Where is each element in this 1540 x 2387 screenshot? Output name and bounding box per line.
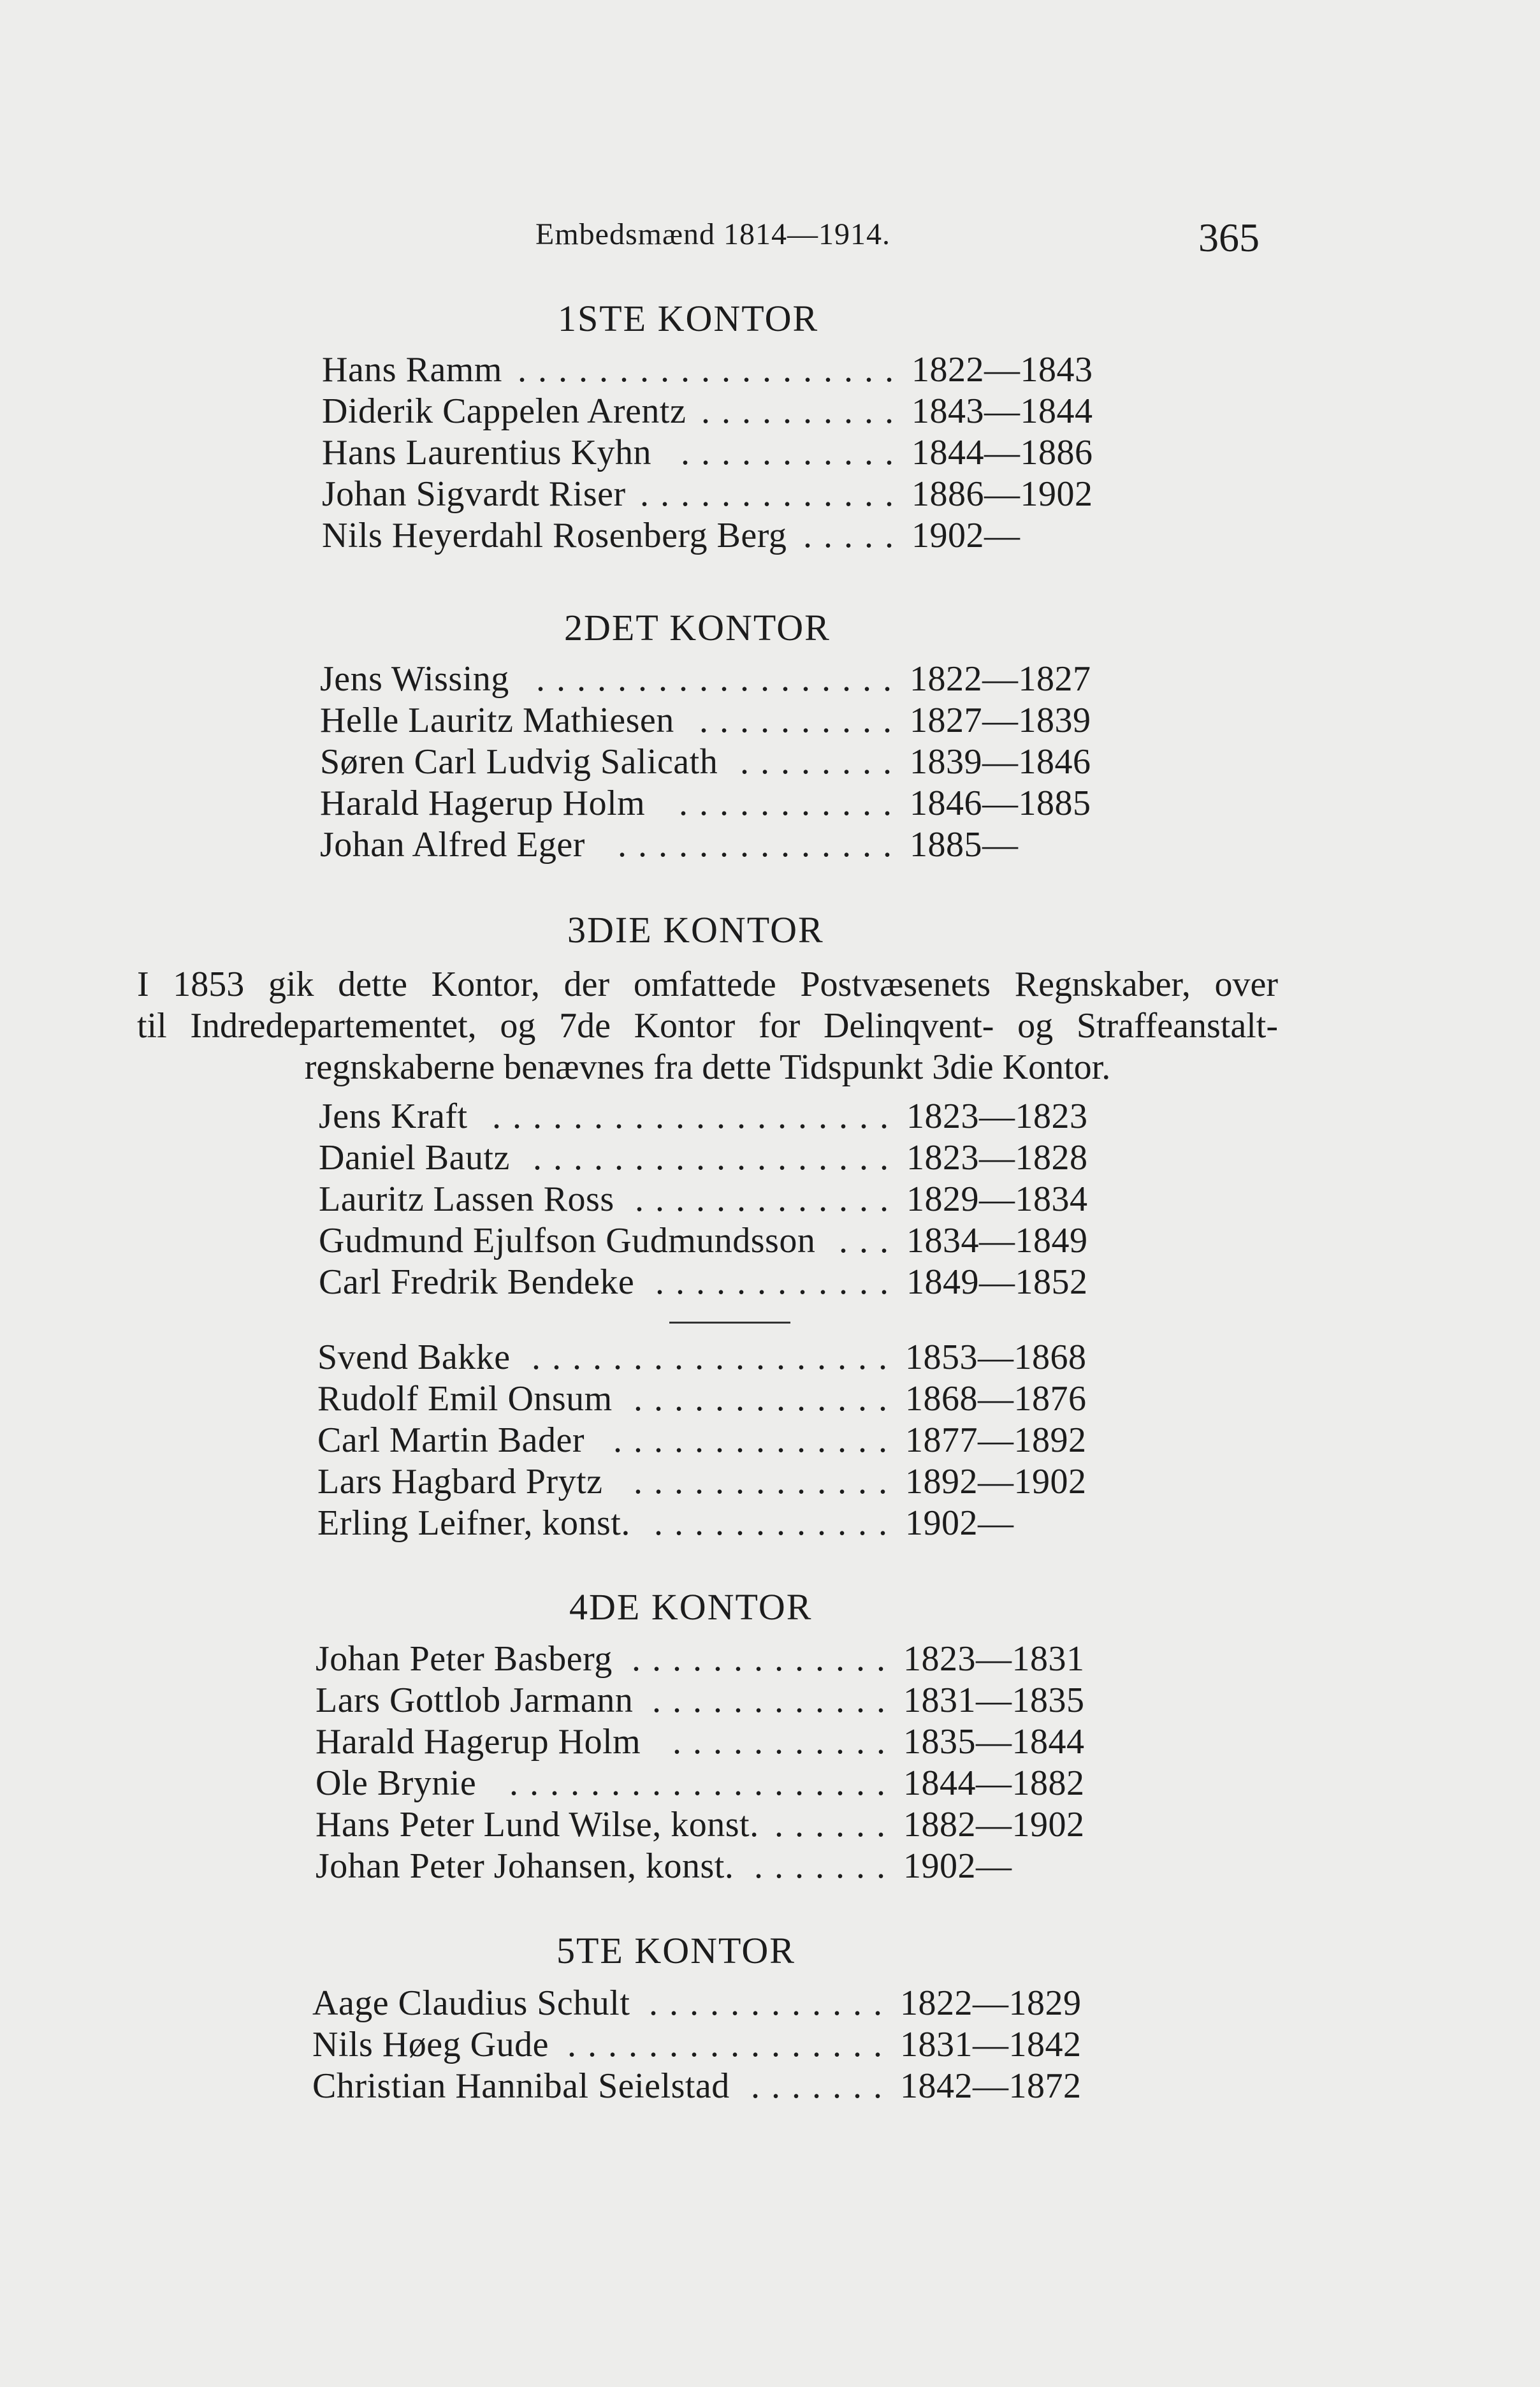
entry-years: 1839—1846 xyxy=(910,742,1091,782)
entry-name: Jens Kraft xyxy=(319,1097,468,1136)
entry-name: Erling Leifner, konst. xyxy=(317,1503,630,1543)
list-item xyxy=(319,1220,1096,1262)
section-5-entries xyxy=(312,1983,1090,2107)
entry-years: 1892—1902 xyxy=(905,1462,1087,1501)
entry-years: 1842—1872 xyxy=(900,2066,1082,2106)
list-item xyxy=(319,1137,1096,1179)
leader-dots: .......... xyxy=(701,391,905,431)
entry-years: 1822—1829 xyxy=(900,1983,1082,2023)
entry-name: Ole Brynie xyxy=(316,1763,477,1803)
entry-years: 1835—1844 xyxy=(903,1722,1085,1762)
note-line: I 1853 gik dette Kontor, der omfattede Postvæsenets Regnskaber, over xyxy=(137,965,1278,1004)
entry-name: Diderik Cappelen Arentz xyxy=(322,391,686,431)
entry-years: 1886—1902 xyxy=(912,474,1093,514)
entry-years: 1882—1902 xyxy=(903,1805,1085,1844)
entry-years: 1902— xyxy=(912,516,1021,555)
list-item xyxy=(322,391,1100,432)
entry-years: 1823—1828 xyxy=(906,1138,1088,1178)
list-item xyxy=(320,783,1098,824)
entry-years: 1831—1842 xyxy=(900,2025,1082,2064)
list-item xyxy=(316,1680,1093,1721)
list-item xyxy=(316,1763,1093,1804)
section-heading-text: 2DET KONTOR xyxy=(564,607,831,648)
entry-years: 1829—1834 xyxy=(906,1179,1088,1219)
list-item xyxy=(319,1096,1096,1137)
running-head: Embedsmænd 1814—1914. xyxy=(535,217,890,251)
list-item xyxy=(320,700,1098,741)
entry-name: Carl Fredrik Bendeke xyxy=(319,1262,635,1302)
leader-dots: ... xyxy=(839,1221,900,1260)
entry-years: 1877—1892 xyxy=(905,1420,1087,1460)
entry-name: Harald Hagerup Holm xyxy=(320,784,646,823)
entry-name: Søren Carl Ludvig Salicath xyxy=(320,742,718,782)
section-1-entries xyxy=(322,349,1100,557)
entry-name: Johan Alfred Eger xyxy=(320,825,585,865)
leader-dots: ............. xyxy=(634,1379,899,1419)
entry-name: Hans Laurentius Kyhn xyxy=(322,433,652,472)
entry-years: 1885— xyxy=(910,825,1019,865)
section-3-entries-from-1853 xyxy=(317,1337,1095,1544)
list-item xyxy=(320,824,1098,866)
entry-years: 1844—1886 xyxy=(912,433,1093,472)
leader-dots: ...... xyxy=(774,1805,897,1844)
entry-name: Lars Gottlob Jarmann xyxy=(316,1681,634,1720)
entry-name: Aage Claudius Schult xyxy=(312,1983,630,2023)
leader-dots: ........... xyxy=(672,1722,897,1762)
entry-years: 1831—1835 xyxy=(903,1681,1085,1720)
note-line: til Indredepartementet, og 7de Kontor for Delinqvent- og Straffeanstalt- xyxy=(137,1006,1278,1046)
section-heading-text: 5TE KONTOR xyxy=(556,1930,795,1971)
leader-dots: ................... xyxy=(509,1763,897,1803)
section-3-note xyxy=(137,964,1278,1088)
entry-years: 1868—1876 xyxy=(905,1379,1087,1419)
entry-name: Hans Peter Lund Wilse, konst. xyxy=(316,1805,759,1844)
leader-dots: ............ xyxy=(652,1681,897,1720)
leader-dots: ....... xyxy=(751,2066,894,2106)
list-item xyxy=(317,1378,1095,1420)
entry-name: Carl Martin Bader xyxy=(317,1420,585,1460)
entry-years: 1902— xyxy=(905,1503,1014,1543)
leader-dots: ........... xyxy=(681,433,905,472)
leader-dots: ........... xyxy=(679,784,903,823)
entry-name: Rudolf Emil Onsum xyxy=(317,1379,613,1419)
leader-dots: ............. xyxy=(635,1179,900,1219)
entry-years: 1823—1823 xyxy=(906,1097,1088,1136)
leader-dots: .............. xyxy=(618,825,903,865)
entry-years: 1844—1882 xyxy=(903,1763,1085,1803)
section-4-entries xyxy=(316,1639,1093,1887)
entry-name: Johan Sigvardt Riser xyxy=(322,474,626,514)
leader-dots: .................. xyxy=(533,1138,900,1178)
entry-years: 1843—1844 xyxy=(912,391,1093,431)
entry-years: 1822—1827 xyxy=(910,659,1091,699)
entry-name: Gudmund Ejulfson Gudmundsson xyxy=(319,1221,816,1260)
leader-dots: .................. xyxy=(536,659,903,699)
leader-dots: ............ xyxy=(654,1503,899,1543)
list-item xyxy=(322,515,1100,557)
entry-name: Nils Heyerdahl Rosenberg Berg xyxy=(322,516,787,555)
list-item xyxy=(317,1420,1095,1461)
leader-dots: ............ xyxy=(649,1983,894,2023)
leader-dots: ....... xyxy=(754,1846,897,1886)
list-item xyxy=(316,1639,1093,1680)
entry-name: Johan Peter Basberg xyxy=(316,1639,613,1679)
list-item xyxy=(316,1721,1093,1763)
list-item xyxy=(316,1804,1093,1846)
entry-years: 1846—1885 xyxy=(910,784,1091,823)
list-item xyxy=(320,659,1098,700)
entry-years: 1853—1868 xyxy=(905,1338,1087,1377)
entry-name: Nils Høeg Gude xyxy=(312,2025,549,2064)
leader-dots: .............. xyxy=(613,1420,899,1460)
entry-name: Helle Lauritz Mathiesen xyxy=(320,701,674,740)
list-item xyxy=(312,2024,1090,2066)
entry-name: Harald Hagerup Holm xyxy=(316,1722,641,1762)
section-heading-text: 4DE KONTOR xyxy=(569,1586,813,1628)
leader-dots: ............. xyxy=(632,1639,897,1679)
entry-years: 1827—1839 xyxy=(910,701,1091,740)
list-item xyxy=(319,1262,1096,1303)
leader-dots: .......... xyxy=(699,701,903,740)
list-item xyxy=(312,2066,1090,2107)
list-item xyxy=(320,741,1098,783)
list-item xyxy=(317,1461,1095,1503)
entry-name: Daniel Bautz xyxy=(319,1138,510,1178)
list-item xyxy=(322,349,1100,391)
list-item xyxy=(317,1337,1095,1378)
entry-name: Johan Peter Johansen, konst. xyxy=(316,1846,734,1886)
entry-name: Christian Hannibal Seielstad xyxy=(312,2066,730,2106)
leader-dots: ........ xyxy=(740,742,903,782)
separator-rule xyxy=(669,1322,790,1324)
leader-dots: .................. xyxy=(532,1338,899,1377)
entry-years: 1822—1843 xyxy=(912,350,1093,390)
entry-name: Svend Bakke xyxy=(317,1338,511,1377)
entry-years: 1823—1831 xyxy=(903,1639,1085,1679)
list-item xyxy=(322,432,1100,474)
list-item xyxy=(312,1983,1090,2024)
entry-years: 1849—1852 xyxy=(906,1262,1088,1302)
leader-dots: .................... xyxy=(492,1097,900,1136)
section-3-entries-before-1853 xyxy=(319,1096,1096,1303)
entry-name: Jens Wissing xyxy=(320,659,509,699)
leader-dots: ..... xyxy=(803,516,905,555)
list-item xyxy=(317,1503,1095,1544)
leader-dots: ............. xyxy=(634,1462,899,1501)
list-item xyxy=(316,1846,1093,1887)
list-item xyxy=(319,1179,1096,1220)
page-number: 365 xyxy=(1198,215,1260,260)
list-item xyxy=(322,474,1100,515)
entry-years: 1834—1849 xyxy=(906,1221,1088,1260)
note-line: regnskaberne benævnes fra dette Tidspunkt 3die Kontor. xyxy=(304,1048,1111,1087)
entry-name: Lauritz Lassen Ross xyxy=(319,1179,614,1219)
section-heading-text: 1STE KONTOR xyxy=(558,298,819,339)
entry-name: Hans Ramm xyxy=(322,350,502,390)
entry-name: Lars Hagbard Prytz xyxy=(317,1462,603,1501)
leader-dots: ................ xyxy=(567,2025,894,2064)
leader-dots: ............ xyxy=(655,1262,900,1302)
leader-dots: ............. xyxy=(640,474,905,514)
section-heading-text: 3DIE KONTOR xyxy=(567,909,824,951)
leader-dots: ................... xyxy=(518,350,905,390)
entry-years: 1902— xyxy=(903,1846,1012,1886)
section-2-entries xyxy=(320,659,1098,866)
